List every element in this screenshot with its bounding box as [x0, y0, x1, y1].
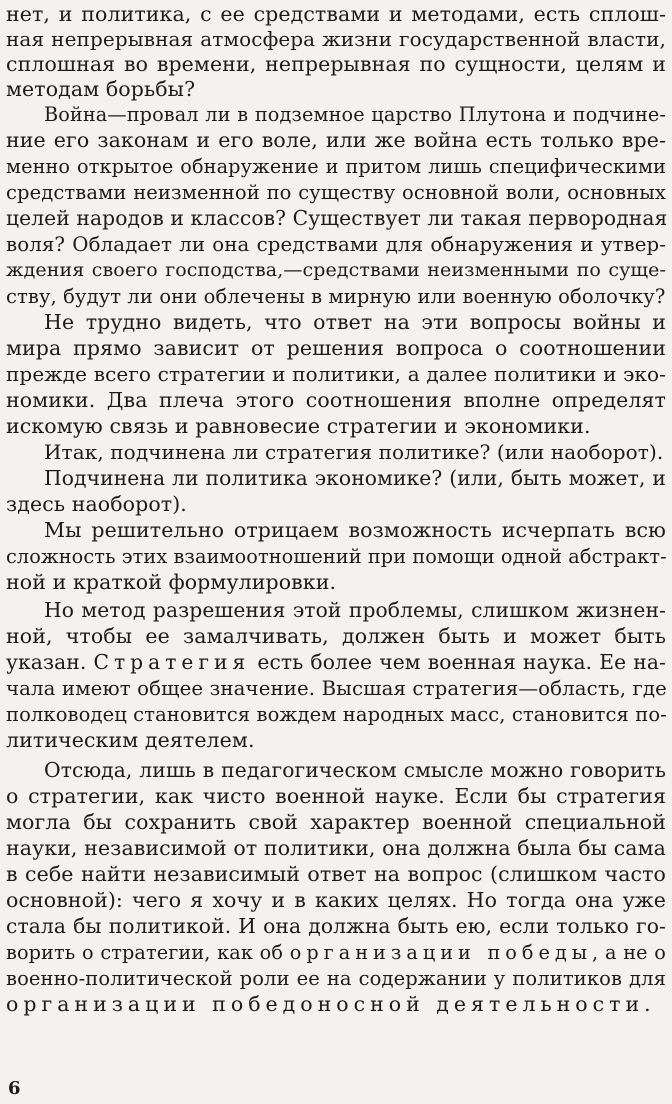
- text-line: Не трудно видеть, что ответ на эти вопросы войны и: [44, 310, 666, 334]
- text-line: ной и краткой формулировки.: [6, 570, 337, 594]
- text-line: целей народов и классов? Существует ли такая первородная: [6, 206, 668, 230]
- text-line: ние его законам и его воле, или же война есть только вре-: [6, 128, 666, 152]
- text-line: воля? Обладает ли она средствами для обнаружения и утвер-: [6, 233, 666, 256]
- text-line: Подчинена ли политика экономике? (или, быть может, и: [44, 466, 666, 490]
- text-line: номики. Два плеча этого соотношения вполне определят: [6, 388, 666, 412]
- text-line: ная непрерывная атмосфера жизни государственной власти,: [6, 27, 666, 51]
- text-line: сплошная во времени, непрерывная по сущности, целям и: [6, 52, 666, 76]
- page-number: 6: [8, 1078, 21, 1099]
- text-line: средствами неизменной по существу основной воли, основных: [6, 181, 666, 204]
- text-line: в себе найти независимый ответ на вопрос (слишком часто: [6, 862, 666, 886]
- text-line: ству, будут ли они облечены в мирную или военную оболочку?: [6, 285, 666, 308]
- text-line: менно открытое обнаружение и притом лишь специфическими: [6, 155, 666, 178]
- text-line: искомую связь и равновесие стратегии и экономики.: [6, 414, 591, 438]
- text-line: нет, и политика, с ее средствами и методами, есть сплош-: [6, 2, 666, 26]
- text-line: указан. Стратегия есть более чем военная наука. Ее на-: [6, 650, 666, 674]
- text-line: Итак, подчинена ли стратегия политике? (или наоборот).: [44, 440, 664, 464]
- text-line: прежде всего стратегии и политики, а далее политики и эко-: [6, 362, 666, 386]
- text-line: основной): чего я хочу и в каких целях. Но тогда она уже: [6, 888, 666, 912]
- text-line: литическим деятелем.: [6, 728, 255, 752]
- text-line: о стратегии, как чисто военной науке. Если бы стратегия: [6, 784, 666, 808]
- text-line: науки, независимой от политики, она должна была бы сама: [6, 836, 666, 860]
- text-line: организации победоносной деятельности.: [6, 992, 656, 1016]
- text-line: могла бы сохранить свой характер военной специальной: [6, 810, 666, 834]
- text-line: стала бы политикой. И она должна быть ею, если только го-: [6, 914, 666, 938]
- text-line: Но метод разрешения этой проблемы, слишком жизнен-: [44, 598, 666, 622]
- text-line: Война—провал ли в подземное царство Плутона и подчине-: [44, 103, 666, 126]
- text-line: чала имеют общее значение. Высшая стратегия—область, где: [6, 677, 667, 700]
- text-line: здесь наоборот).: [6, 492, 187, 516]
- text-line: полководец становится вождем народных масс, становится по-: [6, 703, 667, 726]
- text-line: Мы решительно отрицаем возможность исчерпать всю: [44, 518, 666, 542]
- text-line: мира прямо зависит от решения вопроса о соотношении: [6, 336, 666, 360]
- text-line: ворить о стратегии, как об организации победы, а не о: [6, 941, 666, 964]
- text-line: военно-политической роли ее на содержании у политиков для: [6, 967, 666, 990]
- text-line: методам борьбы?: [6, 77, 196, 101]
- text-line: Отсюда, лишь в педагогическом смысле можно говорить: [44, 758, 666, 782]
- text-line: ждения своего господства,—средствами неизменными по суще-: [6, 259, 666, 281]
- text-line: ной, чтобы ее замалчивать, должен быть и может быть: [6, 624, 666, 648]
- text-line: сложность этих взаимоотношений при помощи одной абстракт-: [6, 545, 667, 568]
